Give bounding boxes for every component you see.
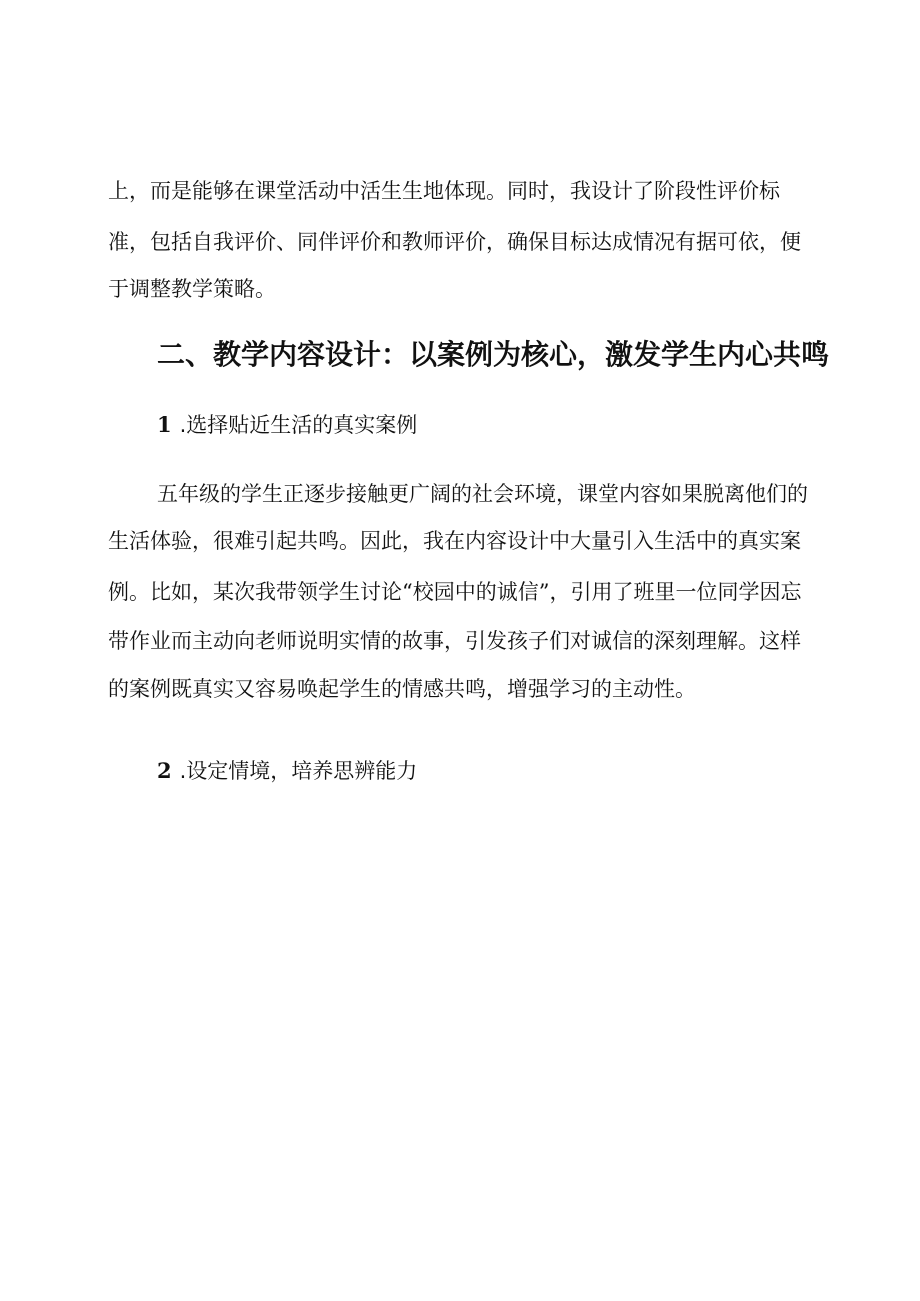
paragraph-1-line-1: 五年级的学生正逐步接触更广阔的社会环境，课堂内容如果脱离他们的: [157, 482, 808, 506]
paragraph-1-line-3: 例。比如，某次我带领学生讨论“校园中的诚信”，引用了班里一位同学因忘: [108, 580, 802, 604]
section-heading: 二、教学内容设计：以案例为核心，激发学生内心共鸣: [157, 338, 830, 371]
subheading-2-text: .设定情境，培养思辨能力: [179, 759, 418, 783]
subheading-1-text: .选择贴近生活的真实案例: [179, 413, 418, 437]
paragraph-1-line-2: 生活体验，很难引起共鸣。因此，我在内容设计中大量引入生活中的真实案: [108, 529, 801, 553]
paragraph-continued-line-3: 于调整教学策略。: [108, 277, 276, 301]
paragraph-continued-line-1: 上，而是能够在课堂活动中活生生地体现。同时，我设计了阶段性评价标: [108, 179, 780, 203]
subheading-2-number: 2: [157, 758, 172, 783]
subheading-2: [157, 756, 417, 786]
subheading-1: [157, 410, 417, 440]
paragraph-1-line-5: 的案例既真实又容易唤起学生的情感共鸣，增强学习的主动性。: [108, 677, 696, 701]
paragraph-continued-line-2: 准，包括自我评价、同伴评价和教师评价，确保目标达成情况有据可依，便: [108, 230, 801, 254]
subheading-1-number: 1: [157, 412, 172, 437]
paragraph-1-line-4: 带作业而主动向老师说明实情的故事，引发孩子们对诚信的深刻理解。这样: [108, 629, 801, 653]
